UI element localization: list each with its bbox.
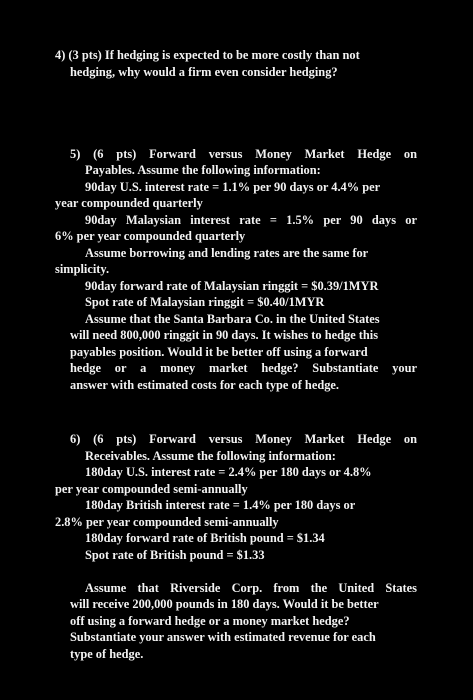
q5-line: Payables. Assume the following information: <box>85 163 321 177</box>
q5-line: Assume that the Santa Barbara Co. in the United States <box>85 312 380 326</box>
q6-line: Assume that Riverside Corp. from the United States <box>85 581 417 595</box>
q6-line: Receivables. Assume the following information: <box>85 449 336 463</box>
q5-line: 6% per year compounded quarterly <box>55 229 246 243</box>
q6-line: Substantiate your answer with estimated revenue for each <box>70 630 376 644</box>
q6-line: 6) (6 pts) Forward versus Money Market Hedge on <box>70 432 417 446</box>
q5-line: simplicity. <box>55 262 110 276</box>
q5-line: Assume borrowing and lending rates are the same for <box>85 246 369 260</box>
q5-line: 5) (6 pts) Forward versus Money Market Hedge on <box>70 147 417 161</box>
q5-line: answer with estimated costs for each type of hedge. <box>70 378 339 392</box>
q5-line: will need 800,000 ringgit in 90 days. It wishes to hedge this <box>70 328 379 342</box>
q6-line: 180day U.S. interest rate = 2.4% per 180 days or 4.8% <box>85 465 372 479</box>
q5-line: payables position. Would it be better off using a forward <box>70 345 368 359</box>
q5-line: hedge or a money market hedge? Substantiate your <box>70 361 417 375</box>
q4-line-2: hedging, why would a firm even consider hedging? <box>70 65 338 79</box>
q4-line-1: 4) (3 pts) If hedging is expected to be more costly than not <box>55 48 360 62</box>
q6-line: 180day British interest rate = 1.4% per 180 days or <box>85 498 356 512</box>
q5-line: year compounded quarterly <box>55 196 203 210</box>
q5-line: 90day U.S. interest rate = 1.1% per 90 days or 4.4% per <box>85 180 381 194</box>
q6-line: will receive 200,000 pounds in 180 days. Would it be better <box>70 597 379 611</box>
q6-line: 2.8% per year compounded semi-annually <box>55 515 279 529</box>
q6-line: per year compounded semi-annually <box>55 482 248 496</box>
q5-line: 90day forward rate of Malaysian ringgit = $0.39/1MYR <box>85 279 379 293</box>
q6-line: Spot rate of British pound = $1.33 <box>85 548 265 562</box>
q5-line: 90day Malaysian interest rate = 1.5% per 90 days or <box>85 213 417 227</box>
q6-line: type of hedge. <box>70 647 144 661</box>
q6-line: 180day forward rate of British pound = $1.34 <box>85 531 325 545</box>
q5-line: Spot rate of Malaysian ringgit = $0.40/1MYR <box>85 295 325 309</box>
q6-line: off using a forward hedge or a money market hedge? <box>70 614 350 628</box>
